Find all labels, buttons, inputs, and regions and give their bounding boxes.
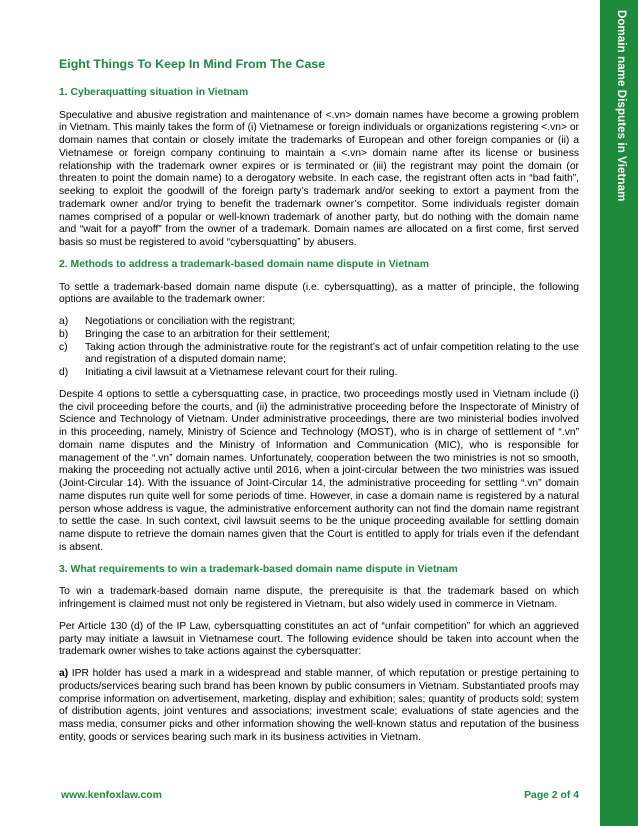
section-2-intro: To settle a trademark-based domain name dispute (i.e. cybersquatting), as a matter of principle, the following options are available to the trademark owner:: [59, 281, 579, 306]
footer-website-link[interactable]: www.kenfoxlaw.com: [61, 790, 162, 801]
option-text: Negotiations or conciliation with the registrant;: [85, 316, 296, 327]
evidence-label: a): [59, 668, 69, 679]
option-item: [59, 316, 579, 329]
section-1-heading: 1. Cyberaquatting situation in Vietnam: [59, 86, 249, 98]
option-text: Bringing the case to an arbitration for their settlement;: [85, 328, 330, 340]
document-title: Eight Things To Keep In Mind From The Case: [59, 57, 326, 71]
side-title: Domain name Disputes in Vietnam: [615, 10, 627, 202]
section-2-paragraph: Despite 4 options to settle a cybersquatting case, in practice, two proceedings mostly used in Vietnam include (i) the civil proceeding before the courts, and (ii) the administrative proceeding before the Inspectorate of Ministry of Science and Technology of Vietnam. Under administrative proceedings, there are two ministerial bodies involved in this proceeding, namely, Ministry of Science and Technology (MOST), who is in charge of settlement of “.vn” domain name disputes and the Ministry of Information and Communication (MIC), who is responsible for management of the “.vn” domain names. Unfortunately, cooperation between the two ministries is not so smooth, making the proceeding not actually active until 2016, when a joint-circular between the two ministries was issued (Joint-Circular 14). With the issuance of Joint-Circular 14, the administrative proceeding for settling “.vn” domain name disputes run quite well for some periods of time. However, in case a domain name is registered by a natural person whose address is vague, the administrative enforcement authority can not find the domain name registrant to settle the case. In such context, civil lawsuit seems to be the unique proceeding available for settling domain name dispute to retrieve the domain names given that the Court is entitled to apply for trials even if the defendant is absent.: [59, 388, 579, 553]
option-item: [59, 329, 579, 342]
option-text: Taking action through the administrative route for the registrant’s act of unfair competition relating to the use and registration of a disputed domain name;: [85, 341, 579, 366]
option-marker: c): [59, 341, 68, 353]
options-list: [59, 316, 579, 380]
section-1-paragraph: Speculative and abusive registration and maintenance of <.vn> domain names have become a growing problem in Vietnam. This mainly takes the form of (i) Vietnamese or foreign individuals or organizations registering <.vn> or domain names that contain or closely imitate the trademarks of European and other foreign companies or (ii) a Vietnamese or foreign company continuing to maintain a <.vn> domain name after its license or business relationship with the trademark owner expires or is terminated or (iii) the registrant may point the domain (or threaten to point the domain name) to a derogatory website. In each case, the registrant often acts in “bad faith”, seeking to exploit the goodwill of the foreign party’s trademark and/or seeking to extort a payment from the trademark owner and/or trying to benefit the trademark owner’s competitor. Some individuals register domain names comprised of a popular or well-known trademark of another party, but do nothing with the domain name and “wait for a payoff” from the owner of a trademark. Domain names are allocated on a first come, first served basis so must be registered to avoid “cybersquatting” by abusers.: [59, 109, 579, 248]
section-3-paragraph-3: [59, 668, 579, 745]
section-3-paragraph-2: Per Article 130 (d) of the IP Law, cybersquatting constitutes an act of “unfair competition” for which an aggrieved party may initiate a lawsuit in Vietnamese court. The following evidence should be taken into account when the trademark owner wishes to take actions against the cybersquatter:: [59, 620, 579, 658]
section-3-heading: 3. What requirements to win a trademark-based domain name dispute in Vietnam: [59, 563, 458, 575]
option-marker: b): [59, 328, 69, 340]
section-3-paragraph-1: To win a trademark-based domain name dispute, the prerequisite is that the trademark based on which infringement is claimed must not only be registered in Vietnam, but also widely used in commerce in Vietnam.: [59, 586, 579, 610]
document-body: [59, 58, 579, 754]
option-marker: d): [59, 367, 69, 378]
page-number: Page 2 of 4: [524, 790, 579, 801]
section-2-heading: 2. Methods to address a trademark-based domain name dispute in Vietnam: [59, 258, 429, 270]
evidence-text: IPR holder has used a mark in a widespread and stable manner, of which reputation or prestige pertaining to products/services bearing such brand has been known by public consumers in Vietnam. Substantiated proofs may comprise information on advertisement, marketing, display and exhibition; sales; quantity of products sold; system of distribution agents, joint ventures and associations; investment scale; evaluations of state agencies and the mass media, consumer picks and other information showing the well-known status and reputation of the business entity, goods or services bearing such mark in its business activities in Vietnam.: [59, 668, 579, 743]
option-item: [59, 367, 579, 380]
option-marker: a): [59, 316, 69, 327]
option-text: Initiating a civil lawsuit at a Vietnamese relevant court for their ruling.: [85, 367, 398, 378]
option-item: [59, 342, 579, 368]
